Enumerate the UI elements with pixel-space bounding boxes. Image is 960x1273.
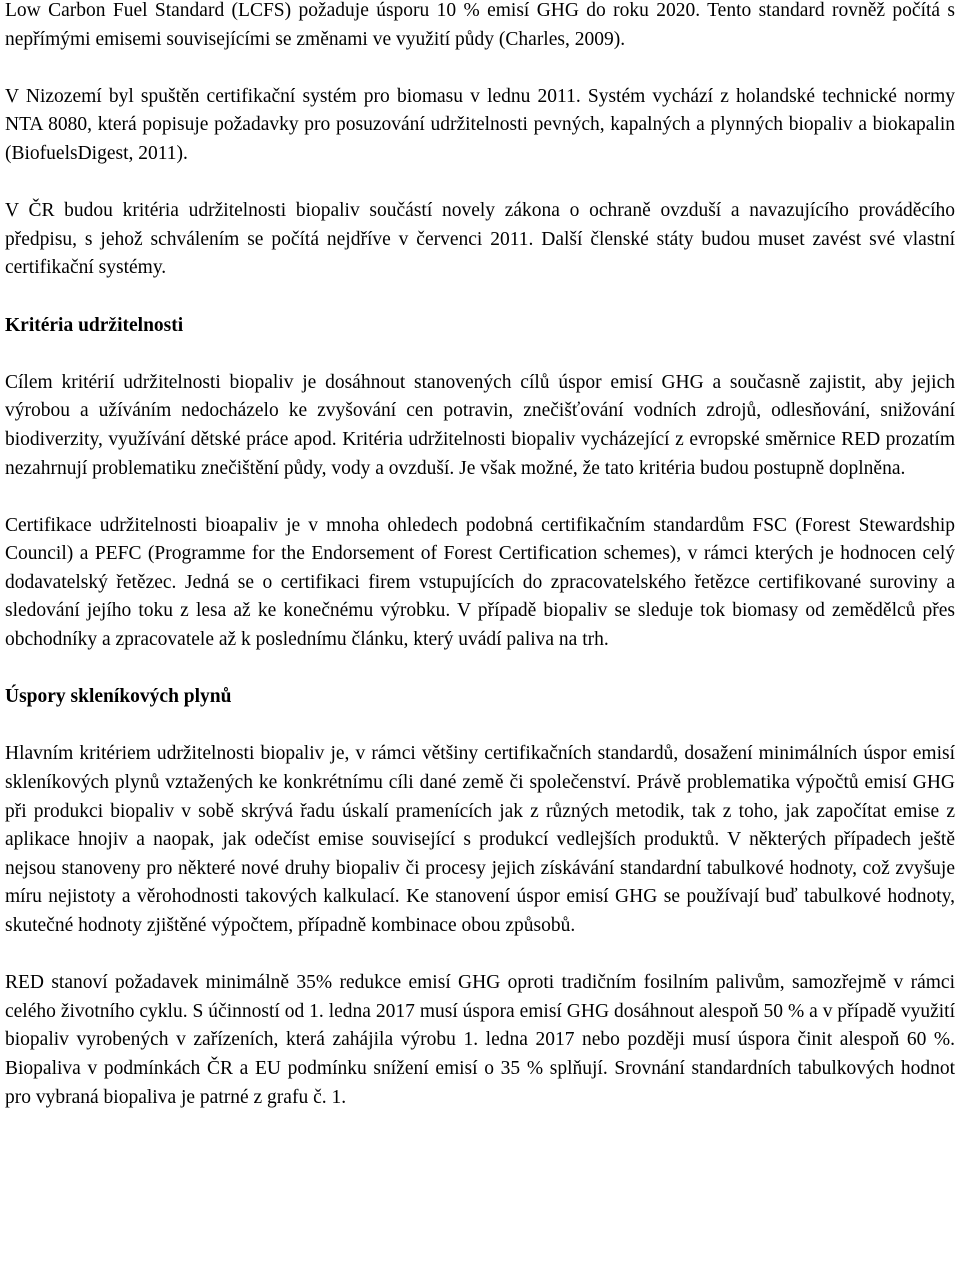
paragraph-criteria-goal: Cílem kritérií udržitelnosti biopaliv je dosáhnout stanovených cílů úspor emisí GHG a současně zajistit, aby jejich výrobou a užíváním nedocházelo ke zvyšování cen potravin, znečišťování vodních zdrojů, odlesňování, snižování biodiverzity, využívání dětské práce apod. Kritéria udržitelnosti biopaliv vycházející z evropské směrnice RED prozatím nezahrnují problematiku znečištění půdy, vody a ovzduší. Je však možné, že tato kritéria budou postupně doplněna. <box>5 371 955 479</box>
paragraph-czech-legislation: V ČR budou kritéria udržitelnosti biopaliv součástí novely zákona o ochraně ovzduší a navazujícího prováděcího předpisu, s jehož schválením se počítá nejdříve v červenci 2011. Další členské státy budou muset zavést své vlastní certifikační systémy. <box>5 200 955 279</box>
paragraph-netherlands-certification: V Nizozemí byl spuštěn certifikační systém pro biomasu v lednu 2011. Systém vychází z holandské technické normy NTA 8080, která popisuje požadavky pro posuzování udržitelnosti pevných, kapalných a plynných biopaliv a biokapalin (BiofuelsDigest, 2011). <box>5 85 955 164</box>
paragraph-main-criterion: Hlavním kritériem udržitelnosti biopaliv je, v rámci většiny certifikačních standardů, dosažení minimálních úspor emisí skleníkových plynů vztažených ke konkrétnímu cíli dané země či společenství. Právě problematika výpočtů emisí GHG při produkci biopaliv v sobě skrývá řadu úskalí pramenících jak z různých metodik, tak z toho, jak započítat emise z aplikace hnojiv a naopak, jak odečíst emise související s produkcí vedlejších produktů. V některých případech ještě nejsou stanoveny pro některé nové druhy biopaliv či procesy jejich získávání standardní tabulkové hodnoty, což zvyšuje míru nejistoty a věrohodnosti takových kalkulací. Ke stanovení úspor emisí GHG se používají buď tabulkové hodnoty, skutečné hodnoty zjištěné výpočtem, případně kombinace obou způsobů. <box>5 743 955 936</box>
paragraph-red-requirements: RED stanoví požadavek minimálně 35% redukce emisí GHG oproti tradičním fosilním palivům, samozřejmě v rámci celého životního cyklu. S účinností od 1. ledna 2017 musí úspora emisí GHG dosáhnout alespoň 50 % a v případě využití biopaliv vyrobených v zařízeních, která zahájila výrobu 1. ledna 2017 nebo později musí úspora činit alespoň 60 %. Biopaliva v podmínkách ČR a EU podmínku snížení emisí o 35 % splňují. Srovnání standardních tabulkových hodnot pro vybraná biopaliva je patrné z grafu č. 1. <box>5 972 955 1108</box>
document-page <box>5 0 955 1141</box>
heading-sustainability-criteria: Kritéria udržitelnosti <box>5 314 184 336</box>
paragraph-certification-chain: Certifikace udržitelnosti bioapaliv je v mnoha ohledech podobná certifikačním standardům FSC (Forest Stewardship Council) a PEFC (Programme for the Endorsement of Forest Certification schemes), v rámci kterých je hodnocen celý dodavatelský řetězec. Jedná se o certifikaci firem vstupujících do zpracovatelského řetězce certifikované suroviny a sledování jejího toku z lesa až ke konečnému výrobku. V případě biopaliv se sleduje tok biomasy od zemědělců přes obchodníky a zpracovatele až k poslednímu článku, který uvádí paliva na trh. <box>5 514 955 651</box>
paragraph-lcfs: Low Carbon Fuel Standard (LCFS) požaduje úsporu 10 % emisí GHG do roku 2020. Tento standard rovněž počítá s nepřímými emisemi souvisejícími se změnami ve využití půdy (Charles, 2009). <box>5 0 955 50</box>
heading-ghg-savings: Úspory skleníkových plynů <box>5 686 232 708</box>
